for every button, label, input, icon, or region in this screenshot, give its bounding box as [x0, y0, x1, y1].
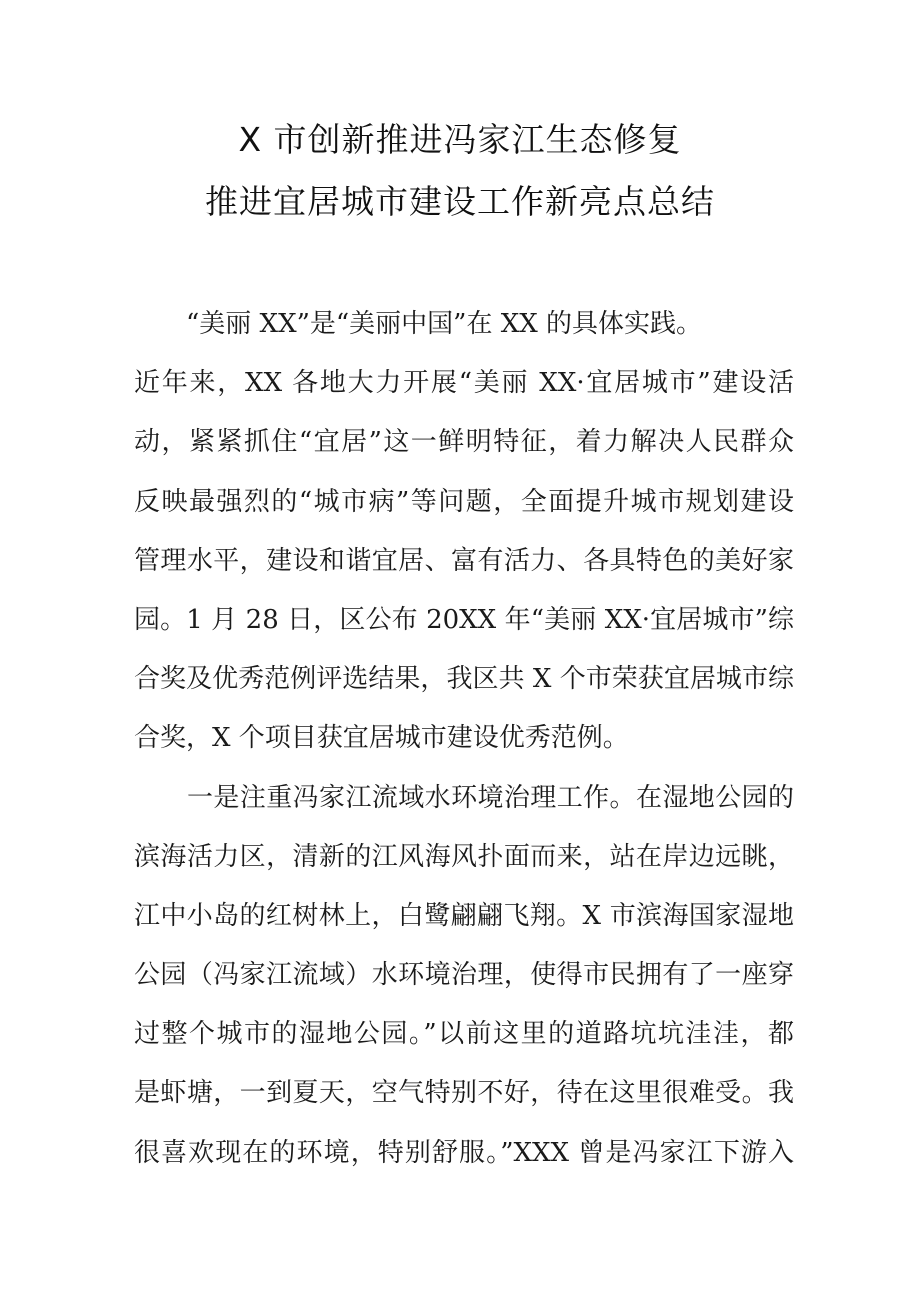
- paragraph-line: 一是注重冯家江流域水环境治理工作。在湿地公园的: [187, 782, 794, 813]
- paragraph-line: 园。1 月 28 日，区公布 20XX 年“美丽 XX·宜居城市”综: [134, 604, 794, 635]
- paragraph-line: 滨海活力区，清新的江风海风扑面而来，站在岸边远眺，: [134, 841, 794, 872]
- paragraph-line: 近年来，XX 各地大力开展“美丽 XX·宜居城市”建设活: [134, 368, 794, 399]
- document-title-line-1: X 市创新推进冯家江生态修复: [238, 120, 682, 159]
- paragraph-line: 合奖及优秀范例评选结果，我区共 X 个市荣获宜居城市综: [134, 664, 794, 695]
- paragraph-line: 很喜欢现在的环境，特别舒服。”XXX 曾是冯家江下游入: [134, 1137, 794, 1168]
- document-body: [134, 302, 794, 1190]
- paragraph-line: 过整个城市的湿地公园。”以前这里的道路坑坑洼洼，都: [134, 1019, 794, 1050]
- paragraph-line: 反映最强烈的“城市病”等问题，全面提升城市规划建设: [134, 486, 794, 517]
- paragraph-line: 是虾塘，一到夏天，空气特别不好，待在这里很难受。我: [134, 1078, 794, 1109]
- document-title-line-2: 推进宜居城市建设工作新亮点总结: [205, 182, 715, 221]
- paragraph-line: 动，紧紧抓住“宜居”这一鲜明特征，着力解决人民群众: [134, 427, 794, 458]
- paragraph-line: “美丽 XX”是“美丽中国”在 XX 的具体实践。: [186, 309, 703, 339]
- paragraph-line: 江中小岛的红树林上，白鹭翩翩飞翔。X 市滨海国家湿地: [134, 900, 794, 931]
- paragraph-line: 管理水平，建设和谐宜居、富有活力、各具特色的美好家: [134, 545, 794, 576]
- paragraph-line: 公园（冯家江流域）水环境治理，使得市民拥有了一座穿: [134, 960, 794, 991]
- paragraph-line: 合奖，X 个项目获宜居城市建设优秀范例。: [134, 723, 629, 754]
